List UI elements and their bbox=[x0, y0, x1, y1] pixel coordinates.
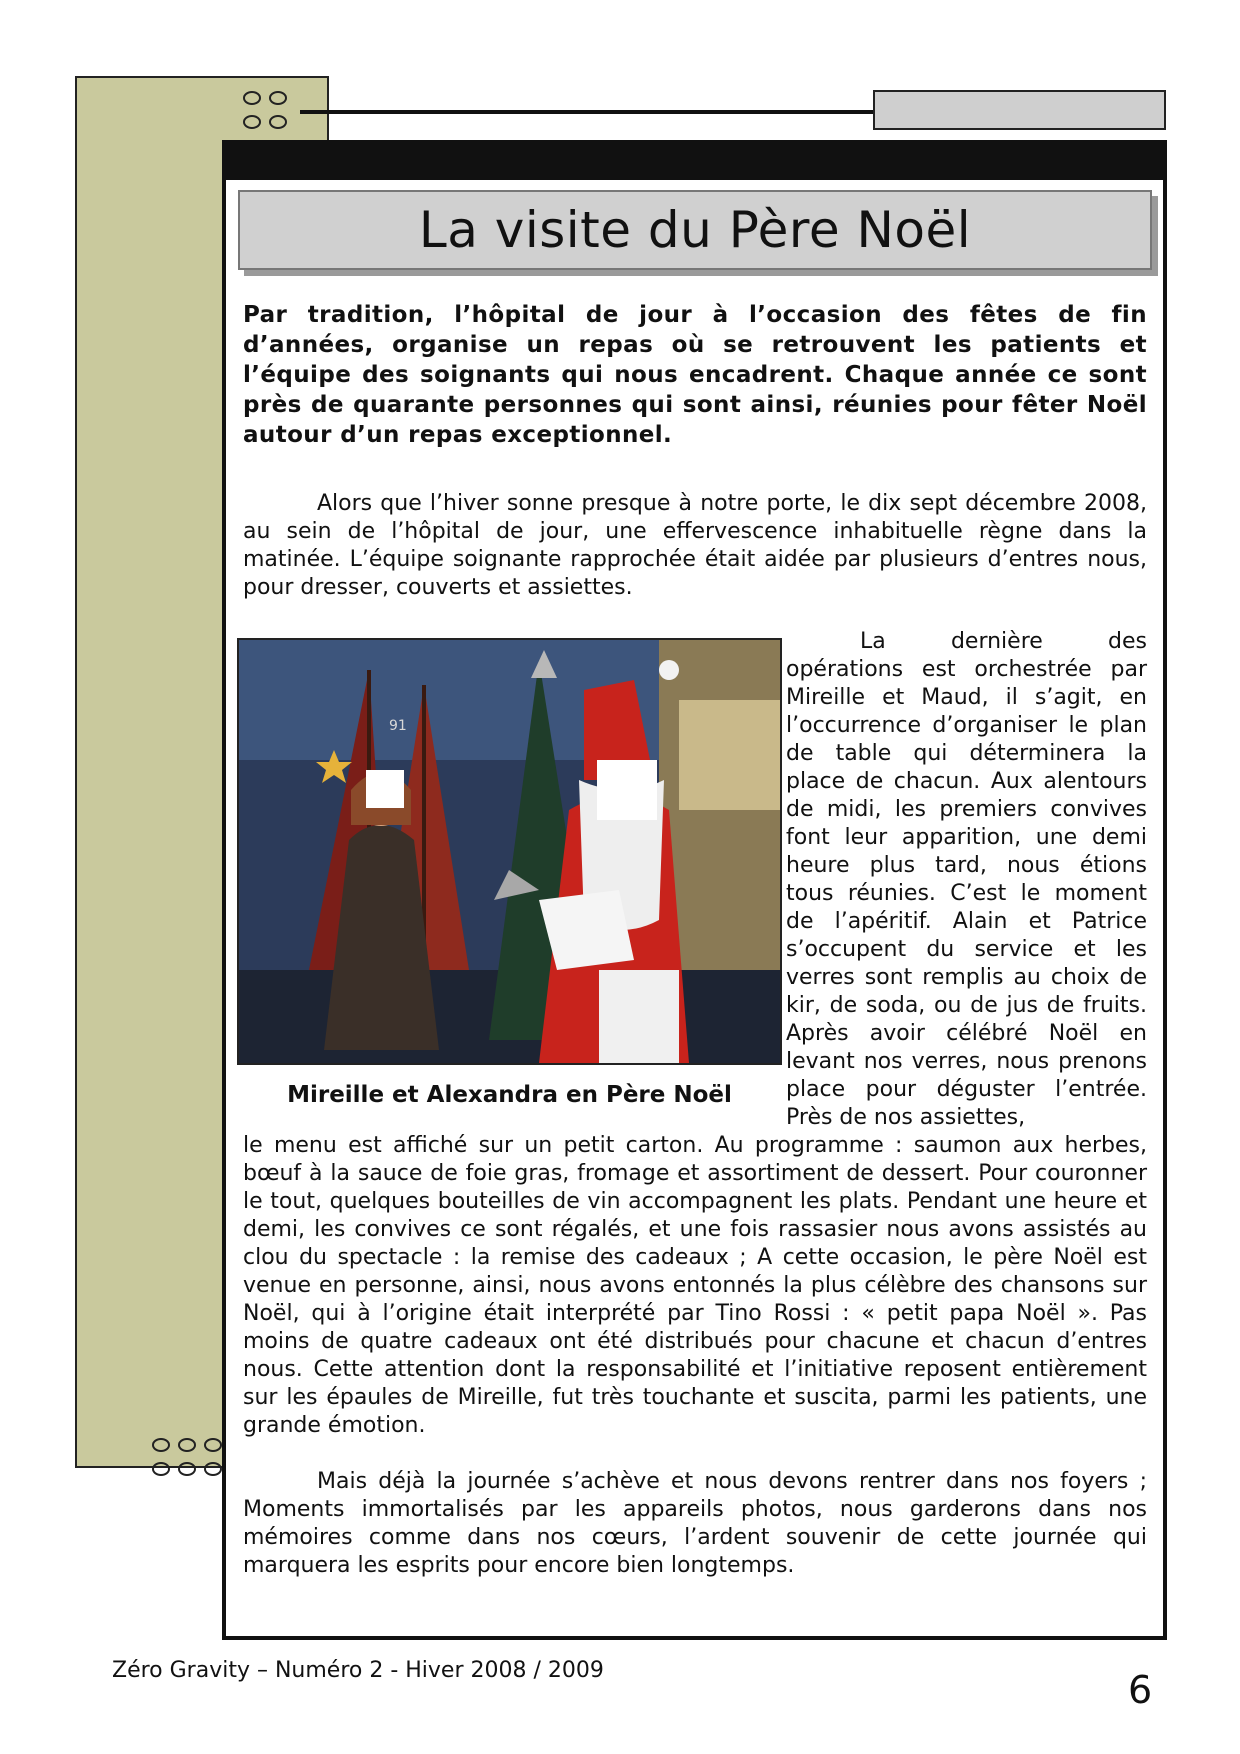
decorative-circles-top bbox=[243, 91, 287, 129]
paragraph-1: Alors que l’hiver sonne presque à notre porte, le dix sept décembre 2008, au sein de l’hôpital de jour, une effervescence inhabituelle règne dans la matinée. L’équipe soignante rapprochée était aidée par plusieurs d’entres nous, pour dresser, couverts et assiettes. bbox=[243, 491, 1147, 600]
circle-icon bbox=[269, 91, 287, 105]
paragraph-2-side: La dernière des opérations est orchestrée par Mireille et Maud, il s’agit, en l’occurrence d’organiser le plan de table qui déterminera la place de chacun. Aux alentours de midi, les premiers convives font leur apparition, une demi heure plus tard, nous étions tous réunies. C’est le moment de l’apéritif. Alain et Patrice s’occupent du service et les verres sont remplis au choix de kir, de soda, ou de jus de fruits. Après avoir célébré Noël en levant nos verres, nous prenons place pour déguster l’entrée. Près de nos assiettes, bbox=[786, 629, 1147, 1130]
circle-icon bbox=[178, 1462, 196, 1476]
grey-header-tab bbox=[873, 90, 1166, 130]
footer-issue: Zéro Gravity – Numéro 2 - Hiver 2008 / 2009 bbox=[112, 1658, 604, 1683]
article-title: La visite du Père Noël bbox=[418, 201, 972, 259]
photo-caption: Mireille et Alexandra en Père Noël bbox=[287, 1082, 732, 1108]
santa-photo bbox=[237, 638, 782, 1065]
paragraph-2-rest: le menu est affiché sur un petit carton. Au programme : saumon aux herbes, bœuf à la sauce de foie gras, fromage et assortiment de dessert. Pour couronner le tout, quelques bouteilles de vin accompagnent les plats. Pendant une heure et demi, les convives ce sont régalés, et une fois rassasier nous avons assistés au clou du spectacle : la remise des cadeaux ; A cette occasion, le père Noël est venue en personne, ainsi, nous avons entonnés la plus célèbre des chansons sur Noël, qui à l’origine était interprété par Tino Rossi : « petit papa Noël ». Pas moins de quatre cadeaux ont été distribués pour chacune et chacun d’entres nous. Cette attention dont la responsabilité et l’initiative reposent entièrement sur les épaules de Mireille, fut très touchante et suscita, parmi les patients, une grande émotion. bbox=[243, 1133, 1147, 1438]
circle-icon bbox=[204, 1462, 222, 1476]
santa-photo-illustration bbox=[239, 640, 780, 1063]
circle-icon bbox=[152, 1462, 170, 1476]
intro-paragraph: Par tradition, l’hôpital de jour à l’occasion des fêtes de fin d’années, organise un repas où se retrouvent les patients et l’équipe des soignants qui nous encadrent. Chaque année ce sont près de quarante personnes qui sont ainsi, réunies pour fêter Noël autour d’un repas exceptionnel. bbox=[243, 302, 1147, 448]
sail-number: 91 bbox=[389, 718, 407, 734]
page-number: 6 bbox=[1128, 1668, 1153, 1712]
circle-icon bbox=[178, 1438, 196, 1452]
circle-icon bbox=[204, 1438, 222, 1452]
circle-icon bbox=[243, 91, 261, 105]
circle-icon bbox=[243, 115, 261, 129]
paragraph-3: Mais déjà la journée s’achève et nous devons rentrer dans nos foyers ; Moments immortalisés par les appareils photos, nous garderons dans nos mémoires comme dans nos cœurs, l’ardent souvenir de cette journée qui marquera les esprits pour encore bien longtemps. bbox=[243, 1469, 1147, 1578]
circle-icon bbox=[269, 115, 287, 129]
title-banner bbox=[238, 190, 1152, 270]
circle-icon bbox=[152, 1438, 170, 1452]
decorative-circles-bottom bbox=[152, 1438, 222, 1476]
